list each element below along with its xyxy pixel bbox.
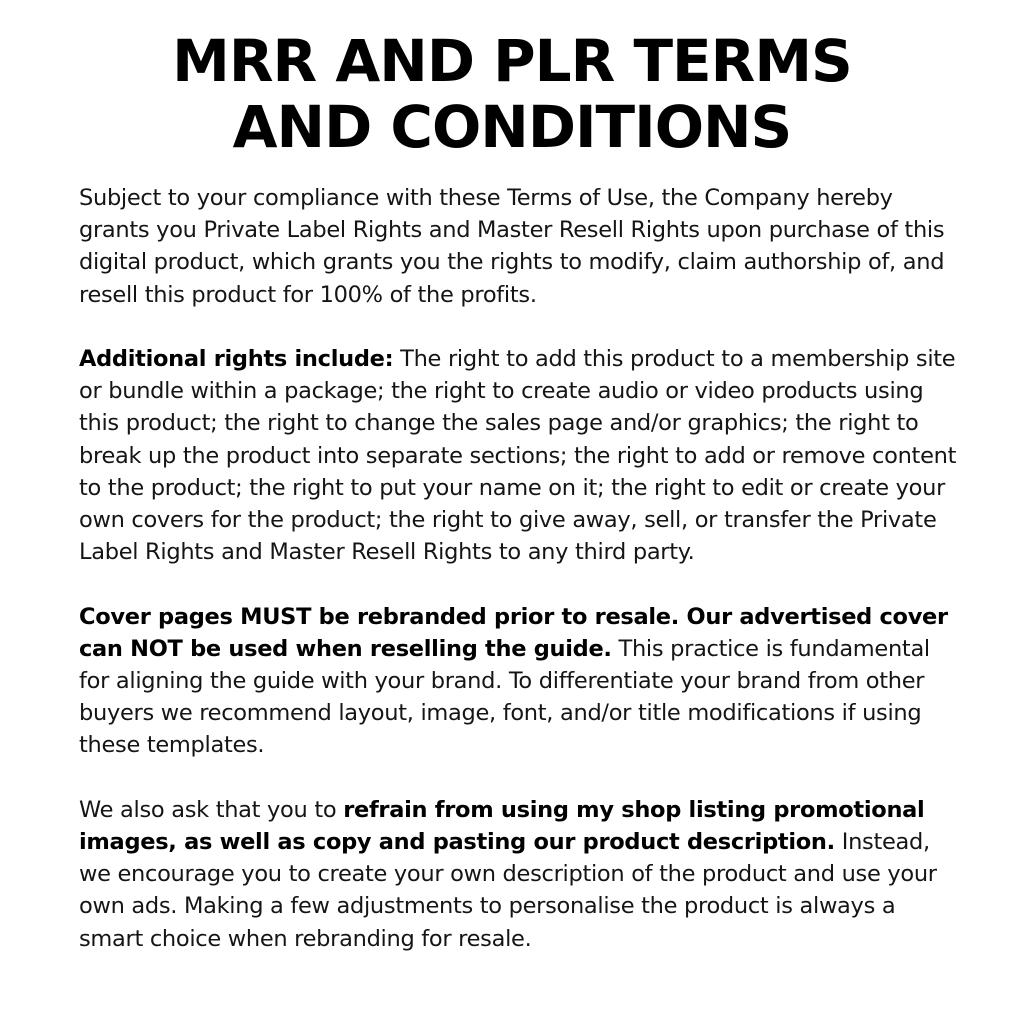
page-title-line-2: AND CONDITIONS	[232, 93, 792, 161]
intro-text: Subject to your compliance with these Terms of Use, the Company hereby grants you Private Label Rights and Master Resell Rights upon purchase of this digital product, which grants you the rights to modify, claim authorship of, and resell this product for 100% of the profits.	[79, 185, 945, 308]
listing-paragraph	[79, 794, 959, 955]
additional-rights-text: The right to add this product to a membership site or bundle within a package; the right to create audio or video products using this product; the right to change the sales page and/or graphics; the right to break up the product into separate sections; the right to add or remove content to the product; the right to put your name on it; the right to edit or create your own covers for the product; the right to give away, sell, or transfer the Private Label Rights and Master Resell Rights to any third party.	[79, 346, 957, 566]
additional-rights-lead: Additional rights include:	[79, 346, 394, 372]
cover-pages-text: This practice is fundamental for aligning the guide with your brand. To differentiate your brand from other buyers we recommend layout, image, font, and/or title modifications if using these templates.	[79, 635, 930, 759]
listing-text-after: Instead, we encourage you to create your own description of the product and use your own ads. Making a few adjustments to personalise the product is always a smart choice when rebranding for resale.	[79, 829, 937, 952]
page-title	[60, 28, 964, 160]
listing-bold: refrain from using my shop listing promotional images, as well as copy and pasting our product description.	[79, 796, 925, 856]
additional-rights-paragraph	[79, 343, 959, 568]
page-title-line-1: MRR AND PLR TERMS	[172, 27, 852, 95]
listing-text-before: We also ask that you to	[79, 796, 344, 823]
intro-paragraph	[79, 182, 959, 311]
cover-pages-paragraph	[79, 601, 959, 762]
terms-body	[79, 182, 959, 987]
cover-pages-lead: Cover pages MUST be rebranded prior to resale. Our advertised cover can NOT be used when reselling the guide.	[79, 603, 948, 662]
